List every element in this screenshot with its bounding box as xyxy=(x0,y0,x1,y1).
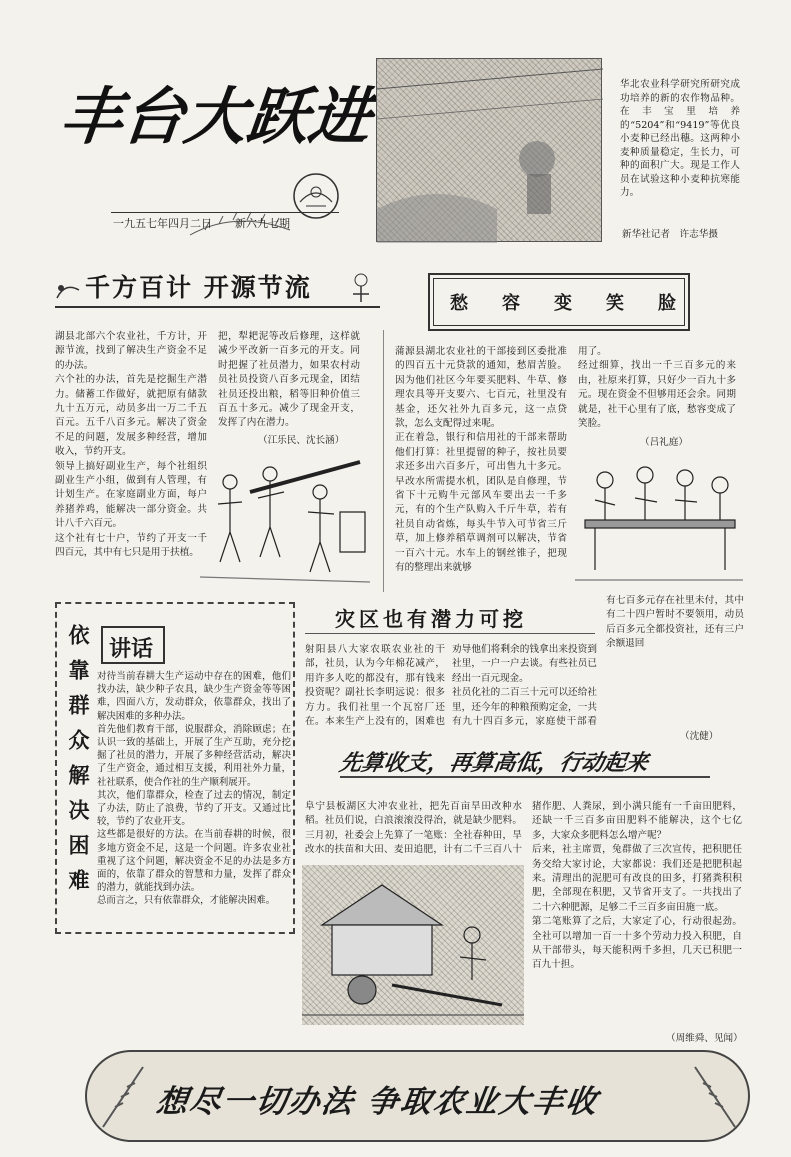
banner-wheat-right xyxy=(685,1062,745,1132)
article4-headline-underline xyxy=(340,776,710,778)
masthead-date: 一九五七年四月二日 xyxy=(113,217,212,230)
article1-headline-box xyxy=(55,262,380,308)
banner-wheat-left xyxy=(93,1062,153,1132)
article2-byline: （吕礼庭） xyxy=(640,437,688,448)
column-divider xyxy=(383,330,384,592)
article1-byline: （江乐民、沈长涵） xyxy=(258,435,345,446)
masthead xyxy=(55,55,375,245)
jianghua-box xyxy=(55,602,295,934)
article3-headline: 灾区也有潜力可挖 xyxy=(335,607,527,631)
article2-headline-inner xyxy=(433,278,710,326)
article2-headline-box xyxy=(428,273,710,331)
jianghua-label-box xyxy=(101,626,165,664)
jianghua-side-title: 依靠群众解决困难 xyxy=(66,624,91,904)
article1-col2: 把，犁耙泥等改后修理，这样就减少平改新一百多元的开支。同时把握了社员潜力，如果农村动员社员投资八百多元现金，团结社员还投出粮，稻等旧种价值三百五十多元。减少了现金开支，发挥了内在潜力。 xyxy=(218,331,360,429)
photo-caption: 华北农业科学研究所研究成功培养的新的农作物品种。在丰宝里培养的“5204”和“9419”等优良小麦种已经出穗。这两种小麦种质量稳定，生长力，可种的面积广大。现是工作人员在试验这种小麦种抗寒能力。 xyxy=(620,79,740,198)
headline-ornament-left xyxy=(55,280,81,300)
article4-illustration xyxy=(302,865,524,1025)
article2-col1: 蒲源县湖北农业社的干部接到区委批准的四百五十元贷款的通知，愁眉苦脸。因为他们社区今年要买肥料、牛草、修理农具等开支要六、七百元，社里没有基金，还欠社外九百多元，这一点贷款，怎么支配得过来呢。 正在着急，银行和信用社的干部来帮助他们打算：社里提留的种子，按社员要求还多出六百多斤，可出售九十多元。早改水所需提水机，团队是自修理，节省下十元购牛元部风车要出去一千多元，有的个生产队购入千斤牛草，若有社员自动省炼，每头牛节入可节省三斤草，加上修养稻草调剂可以解决，节省一百六十元。水车上的钢丝锥子，把现有的整理出来就够 xyxy=(395,346,567,574)
masthead-emblem xyxy=(290,170,342,222)
photo-credit: 新华社记者 许志华摄 xyxy=(622,229,718,240)
photo-wheat-field xyxy=(376,58,602,242)
jianghua-body: 对待当前春耕大生产运动中存在的困难，他们找办法，缺少种子农具，缺少生产资金等等困难，四面八方，发动群众，依靠群众，找出了解决困难的多种办法。 首先他们教育干部，说服群众，消除顾虑；在认识一致的基础上，开展了生产互助，充分挖掘了社员的潜力，开展了多种经营活动，解决了生产资金，通过相互支援，利用社外力量，社社联系，使合作社的生产顺利展开。 其次，他们靠群众，检查了过去的情况，制定了办法，防止了浪费，节约了开支。又通过比较，节约了农业开支。 这些都是很好的方法。在当前春耕的时候，很多地方资金不足，这是一个问题。许多农业社重视了这个问题，解决资金不足的办法是多方面的，依靠了群众的智慧和力量，发挥了群众的潜力，就能找到办法。 总而言之，只有依靠群众，才能解决困难。 xyxy=(97,671,291,907)
article2-col2: 用了。 经过细算，找出一千三百多元的来由，社原来打算，只好少一百九十多元。现在资金不但够用还会余。同期就是，社干心里有了底，愁容变成了笑脸。 xyxy=(578,346,736,430)
article2-headline: 愁容变笑脸 xyxy=(450,293,710,314)
article4-col1: 阜宁县板湖区大冲农业社，把先百亩旱田改种水稻。社员们说，白浪滚滚没得治，就是缺少肥料。三月初，社委会上先算了一笔账：全社春种田，旱改水的扶苗和大田、麦田追肥，计有二千三百八十 xyxy=(305,801,522,856)
masthead-title: 丰台大跃进 xyxy=(56,80,375,153)
article2-illustration xyxy=(575,450,743,585)
jianghua-label: 讲话 xyxy=(109,636,154,662)
article3-col3: 有七百多元存在社里未付，其中有二十四户暂时不要领用，动员后百多元全都投资社，还有三户余额退回 xyxy=(606,595,744,650)
article4-col2: 猪作肥、人粪尿，到小满只能有一千亩田肥料，还缺一千三百多亩田肥料不能解决，这个七亿多，大家众多肥料怎么增产呢？ 后来，社主席贾，兔群做了三次宣传，把积肥任务交给大家讨论，大家都说：我们还是把肥积起来。清理出的泥肥可有改良的田多，打猪粪积积肥，全部现在积肥，又节省开支了。一共找出了二十六种肥源，足够二千三百多亩田施一底。 第二笔账算了之后，大家定了心，行动很起劲。全社可以增加一百一十多个劳动力投入积肥，自从干部带头，每天能积两千多担，几天已积肥一百九十担。 xyxy=(532,801,742,971)
masthead-rule xyxy=(111,212,339,213)
article3-headline-rule xyxy=(305,633,595,634)
article3-byline: （沈健） xyxy=(680,731,719,742)
article1-col1: 湖县北部六个农业社，千方计，开源节流，找到了解决生产资金不足的办法。 六个社的办法，首先是挖掘生产潜力。储蓄工作做好，就把原有储款九十五万元，动员多出一万二千五百元。五千八百多元。解决了资金不足的问题，发展多种经营，增加收入，节约开支。 领导上搞好副业生产，每个社组织副业生产小组，做到有人管理，有计划生产。在家庭副业方面，每户养猪养鸡，能解决一部分资金。共计八千六百元。 这个社有七十户，节约了开支一千四百元，其中有七只是用于扶植。 xyxy=(55,331,207,559)
masthead-issue: 新六九七期 xyxy=(235,217,290,230)
article4-headline-box xyxy=(337,742,720,784)
article4-headline: 先算收支，再算高低，行动起来 xyxy=(337,750,651,776)
article3-col1: 射阳县八大家农联农业社的干部，社员，认为今年棉花减产，用许多人吃的都没有，那有钱来投资呢？副社长李明远说：很多方力。我们社里一个瓦窑厂还在。本来生产上没有的，困难也 xyxy=(305,644,445,728)
bottom-banner xyxy=(85,1050,750,1142)
headline-ornament-right xyxy=(345,270,377,304)
banner-text: 想尽一切办法 争取农业大丰收 xyxy=(153,1084,601,1120)
masthead-wheat xyxy=(185,180,295,240)
article1-illustration xyxy=(200,452,370,592)
article4-byline: （周维舜、见闻） xyxy=(666,1033,743,1044)
article1-headline: 千方百计 开源节流 xyxy=(85,273,312,302)
article3-col2: 劝导他们将剩余的钱拿出来投资到社里，一户一户去谈。有些社员已经出一百元现金。 社员化社的二百三十元可以还给社里，还今年的种粮预购定金，一共有九十四百多元，家庭使干部看 xyxy=(452,644,597,728)
